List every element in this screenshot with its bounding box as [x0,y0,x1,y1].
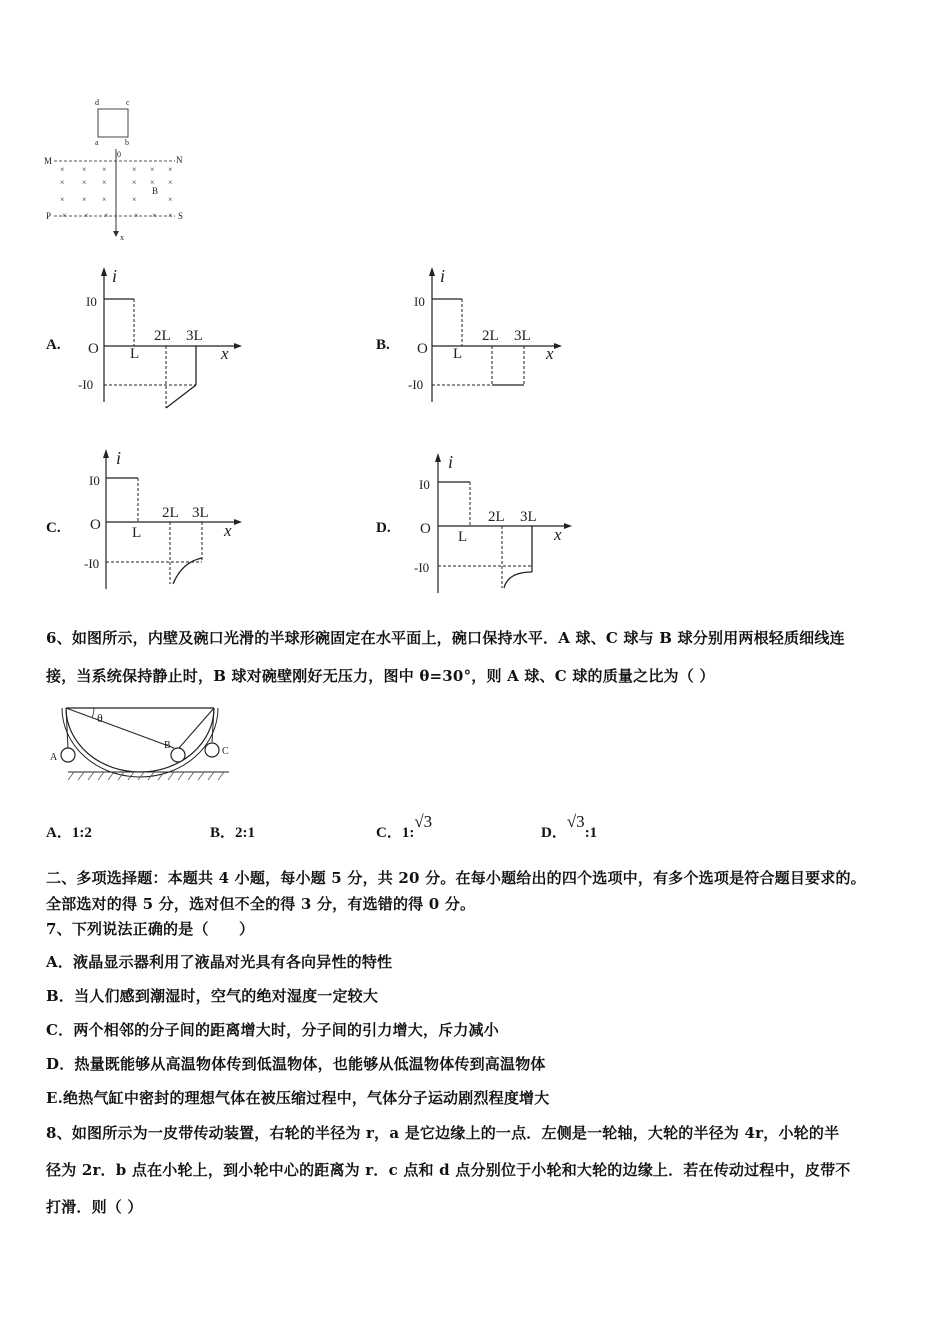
svg-text:×: × [132,195,137,204]
q5-axis-o: O [90,517,101,533]
q5-axis-i0: I0 [89,473,100,488]
tick-2l: 2L [154,328,171,344]
q8-stem-line1: 8、如图所示为一皮带传动装置，右轮的半径为 r，a 是它边缘上的一点．左侧是一轮轴，大轮的半径为 4r，小轮的半 [46,1124,840,1142]
label-d: d [95,98,99,107]
section2-line1: 二、多项选择题：本题共 4 小题，每小题 5 分，共 20 分。在每小题给出的四个选项中，有多个选项是符合题目要求的。 [46,869,866,887]
q5-axis-x: x [224,521,232,540]
axis-origin: O [88,341,99,357]
q5-axis-two-l: 2L [488,509,505,525]
label-b: b [125,138,129,147]
svg-text:×: × [152,211,157,220]
q6-answer-b [210,821,255,842]
q5-axis-o: O [420,521,431,537]
q5-axis-i: i [440,266,446,286]
label-s: S [178,211,184,221]
q6-answers-1-text: 2:1 [235,825,256,841]
q6-answer-d [541,812,598,842]
section2-line2: 全部选对的得 5 分，选对但不全的得 3 分，有选错的得 0 分。 [46,895,476,913]
q6-answer-c [376,812,433,842]
q7-option-c: C．两个相邻的分子间的距离增大时，分子间的引力增大，斥力减小 [46,1021,499,1039]
svg-text:×: × [82,165,87,174]
q5-axis-i: i [448,452,454,472]
label-a: a [95,138,99,147]
ball-c-label: C [222,746,229,757]
q5-axis-l: L [132,525,142,541]
svg-text:×: × [102,195,107,204]
label-c: c [126,98,130,107]
q5-axis-i: i [116,448,122,468]
ball-b-label: B [164,740,171,751]
q6-answers-2-label: C． [376,825,402,841]
q5-axis-o: O [417,341,428,357]
q7-option-b: B．当人们感到潮湿时，空气的绝对湿度一定较大 [46,987,379,1005]
ball-b [171,748,185,762]
svg-text:×: × [132,165,137,174]
graph-option-b [408,262,578,414]
svg-text:×: × [82,195,87,204]
q6-answers-3-label: D． [541,825,567,841]
q6-answers-2-root: √3 [414,812,433,831]
q6-stem-line1: 6、如图所示，内壁及碗口光滑的半球形碗固定在水平面上，碗口保持水平．A 球、C 球与 B 球分别用两根轻质细线连 [46,629,845,647]
q6-answers-0-label: A． [46,825,72,841]
svg-text:×: × [132,178,137,187]
graph-option-a [78,262,248,414]
label-origin: 0 [117,150,121,159]
q6-answers-3-post: :1 [584,825,598,841]
svg-text:×: × [102,178,107,187]
q5-axis-three-l: 3L [514,328,531,344]
label-n: N [176,155,183,165]
label-field-b: B [152,186,159,196]
q6-answer-a [46,821,92,842]
option-b-label: B. [376,337,390,353]
q5-axis-l: L [453,346,463,362]
loop-field-figure [40,95,200,245]
q6-answers-0-text: 1:2 [71,825,92,841]
ball-a-label: A [50,752,58,763]
q5-axis-three-l: 3L [520,509,537,525]
q5-axis-x: x [546,344,554,363]
q6-answers-2-pre: 1: [401,825,415,841]
q6-stem-line2: 接，当系统保持静止时，B 球对碗壁刚好无压力，图中 θ=30°，则 A 球、C 球的质量之比为（ ） [46,667,715,685]
label-m: M [44,156,53,166]
svg-text:×: × [102,165,107,174]
svg-text:×: × [168,165,173,174]
svg-text:×: × [60,165,65,174]
q5-axis-i0: I0 [419,477,430,492]
axis-i0: I0 [86,294,97,309]
label-x: x [120,233,124,242]
q5-axis-neg-i0: -I0 [408,377,424,392]
q7-option-a: A．液晶显示器利用了液晶对光具有各向异性的特性 [46,953,393,971]
graph-option-d [408,448,583,598]
svg-text:×: × [168,195,173,204]
q5-axis-i0: I0 [414,294,425,309]
curve-d [504,572,532,588]
svg-text:×: × [134,211,139,220]
svg-text:×: × [60,178,65,187]
ball-c [205,743,219,757]
q5-axis-x: x [554,525,562,544]
bowl-figure [44,700,244,790]
q5-axis-neg-i0: -I0 [84,556,100,571]
q5-axis-two-l: 2L [482,328,499,344]
axis-neg-i0: -I0 [78,377,94,392]
svg-text:×: × [168,178,173,187]
curve-a [166,385,196,408]
svg-text:×: × [168,211,173,220]
svg-text:×: × [84,211,89,220]
q7-option-d: D．热量既能够从高温物体传到低温物体，也能够从低温物体传到高温物体 [46,1055,546,1073]
option-d-label: D. [376,520,391,536]
svg-text:×: × [150,178,155,187]
q5-axis-l: L [458,529,468,545]
axis-i: i [112,266,118,286]
graph-option-c [78,444,253,594]
q5-axis-neg-i0: -I0 [414,560,430,575]
q8-stem-line3: 打滑．则（ ） [46,1198,143,1216]
svg-text:×: × [60,195,65,204]
axis-x: x [221,344,229,363]
option-c-label: C. [46,520,61,536]
tick-3l: 3L [186,328,203,344]
q5-axis-three-l: 3L [192,505,209,521]
svg-text:×: × [104,211,109,220]
q8-stem-line2: 径为 2r．b 点在小轮上，到小轮中心的距离为 r．c 点和 d 点分别位于小轮和大轮的边缘上．若在传动过程中，皮带不 [46,1161,851,1179]
q6-answers-1-label: B． [210,825,236,841]
q7-stem: 7、下列说法正确的是（ ） [46,920,255,938]
ball-a [61,748,75,762]
tick-l: L [130,346,140,362]
option-a-label: A. [46,337,61,353]
svg-text:×: × [150,165,155,174]
svg-text:×: × [82,178,87,187]
q5-axis-two-l: 2L [162,505,179,521]
q7-option-e: E.绝热气缸中密封的理想气体在被压缩过程中，气体分子运动剧烈程度增大 [46,1089,550,1107]
svg-text:×: × [62,211,67,220]
theta-label: θ [97,711,103,725]
q6-answers-3-root: √3 [566,812,585,831]
label-p: P [46,211,52,221]
